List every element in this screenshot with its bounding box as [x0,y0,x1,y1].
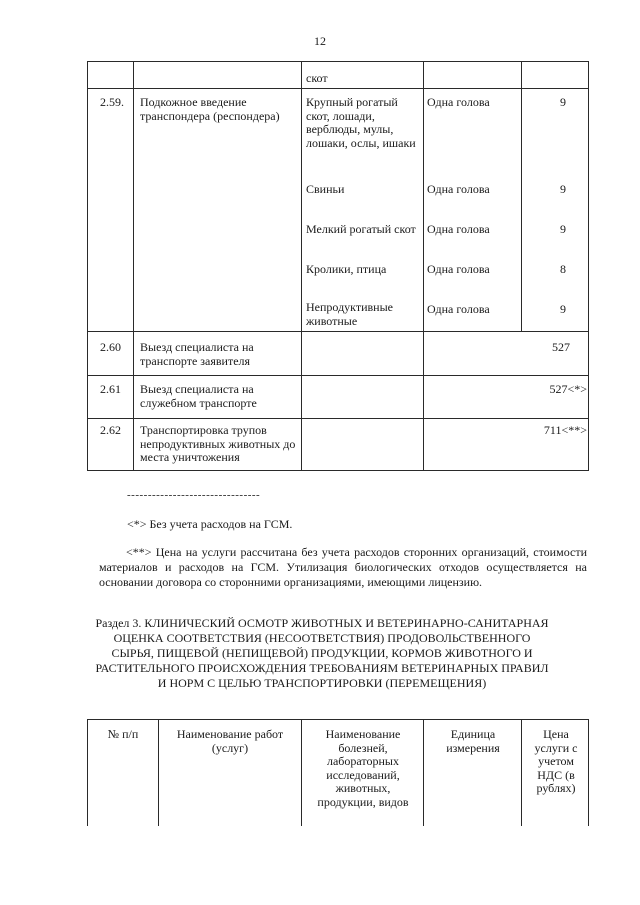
row-price: 527<*> [549,382,587,396]
row-unit: Одна голова [427,302,490,316]
row-unit: Одна голова [427,262,490,276]
header-number: № п/п [107,727,139,741]
row-service-name: Выезд специалиста на транспорте заявителя [140,340,254,368]
row-number: 2.62 [100,423,121,437]
page-number: 12 [314,34,326,48]
row-number: 2.59. [100,95,124,109]
row-unit: Одна голова [427,95,490,109]
header-unit: Единица измерения [446,727,500,755]
row-number: 2.60 [100,340,121,354]
row-unit: Одна голова [427,222,490,236]
row-price: 9 [560,182,566,196]
row-animals: Мелкий рогатый скот [306,222,416,236]
section3-table-header [87,719,589,826]
footnote-2: <**> Цена на услуги рассчитана без учета расходов сторонних организаций, стоимости материалов и расходов на ГСМ. Утилизация биологических отходов осуществляется на основании договора со сторонними организациями, имеющими лицензию. [99,545,587,589]
row-price: 711<**> [543,423,587,437]
row-price: 527 [552,340,570,354]
header-price: Цена услуги с учетом НДС (в рублях) [534,727,578,795]
row-animals: Кролики, птица [306,262,387,276]
row-price: 9 [560,302,566,316]
row-service-name: Транспортировка трупов непродуктивных животных до места уничтожения [140,423,296,464]
services-table [87,61,589,471]
footnote-separator: -------------------------------- [127,489,261,501]
row-price: 9 [560,95,566,109]
row-animals: Крупный рогатый скот, лошади, верблюды, мулы, лошаки, ослы, ишаки [306,95,416,150]
header-diseases: Наименование болезней, лабораторных исследований, животных, продукции, видов [317,727,409,809]
footnote-1: <*> Без учета расходов на ГСМ. [127,517,293,531]
row-price: 8 [560,262,566,276]
header-service-name: Наименование работ (услуг) [176,727,284,755]
row-service-name: Подкожное введение транспондера (респондера) [140,95,280,123]
row-number: 2.61 [100,382,121,396]
row-animals: Непродуктивные животные [306,300,393,328]
row-service-name: Выезд специалиста на служебном транспорте [140,382,257,410]
cont-row-disease: скот [306,71,328,85]
row-animals: Свиньи [306,182,345,196]
row-price: 9 [560,222,566,236]
row-unit: Одна голова [427,182,490,196]
section-title: Раздел 3. КЛИНИЧЕСКИЙ ОСМОТР ЖИВОТНЫХ И ВЕТЕРИНАРНО-САНИТАРНАЯ ОЦЕНКА СООТВЕТСТВИЯ (НЕСООТВЕТСТВИЯ) ПРОДОВОЛЬСТВЕННОГО СЫРЬЯ, ПИЩЕВОЙ (НЕПИЩЕВОЙ) ПРОДУКЦИИ, КОРМОВ ЖИВОТНОГО И РАСТИТЕЛЬНОГО ПРОИСХОЖДЕНИЯ ТРЕБОВАНИЯМ ВЕТЕРИНАРНЫХ ПРАВИЛ И НОРМ С ЦЕЛЬЮ ТРАНСПОРТИРОВКИ (ПЕРЕМЕЩЕНИЯ) [95,616,549,690]
